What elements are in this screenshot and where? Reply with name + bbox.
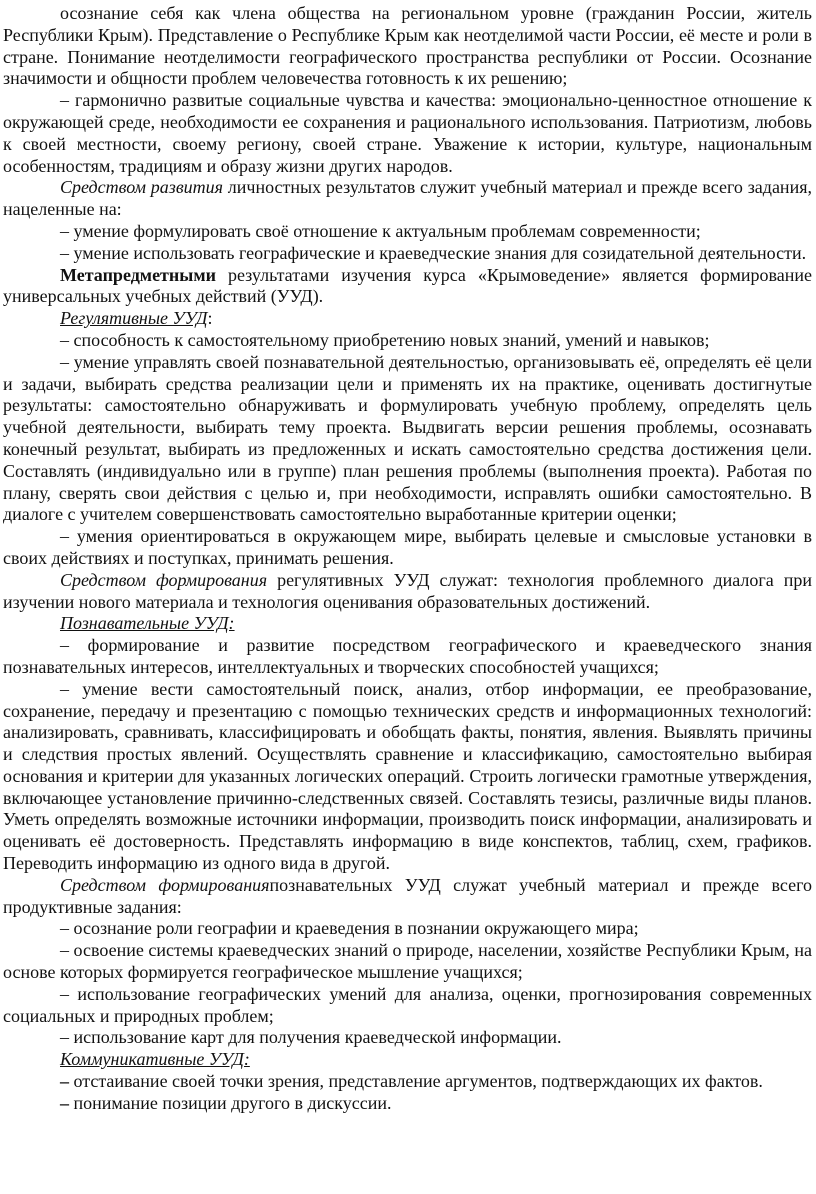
paragraph bbox=[3, 265, 812, 309]
text-run: – умение формулировать своё отношение к актуальным проблемам современности; bbox=[60, 220, 701, 241]
paragraph bbox=[3, 1027, 812, 1049]
paragraph bbox=[3, 3, 812, 90]
text-run: познавательных УУД служат учебный материал и прежде всего продуктивные задания: bbox=[3, 874, 813, 917]
paragraph bbox=[3, 90, 812, 177]
emphasis-text: Средством формирования bbox=[60, 874, 270, 895]
text-run: – умение управлять своей познавательной деятельностью, организовывать её, определять её цели и задачи, выбирать средства реализации цели и применять их на практике, оценивать достигнутые результаты: самостоятельно обнаруживать и формулировать учебную проблему, определять цель учебной деятельности, выбирать тему проекта. Выдвигать версии решения проблемы, осознавать конечный результат, выбирать из предложенных и искать самостоятельно средства достижения цели. Составлять (индивидуально или в группе) план решения проблемы (выполнения проекта). Работая по плану, сверять свои действия с целью и, при необходимости, исправлять ошибки самостоятельно. В диалоге с учителем совершенствовать самостоятельно выработанные критерии оценки; bbox=[3, 351, 812, 525]
paragraph bbox=[3, 352, 812, 526]
text-run: осознание себя как члена общества на региональном уровне (гражданин России, житель Республики Крым). Представление о Республике Крым как неотделимой части России, её месте и роли в стране. Понимание неотделимости географического пространства республики от России. Осознание значимости и общности проблем человечества готовность к их решению; bbox=[3, 3, 812, 89]
paragraph bbox=[3, 875, 812, 919]
emphasis-text: Метапредметными bbox=[60, 264, 216, 285]
paragraph bbox=[3, 613, 812, 635]
text-run: – освоение системы краеведческих знаний о природе, населении, хозяйстве Республики Крым, на основе которых формируется географическое мышление учащихся; bbox=[3, 940, 812, 983]
paragraph bbox=[3, 940, 812, 984]
text-run: – гармонично развитые социальные чувства и качества: эмоционально-ценностное отношение к окружающей среде, необходимости ее сохранения и рационального использования. Патриотизм, любовь к своей местности, своему региону, своей стране. Уважение к истории, культуре, национальным особенностям, традициям и образу жизни других народов. bbox=[3, 90, 812, 176]
emphasis-text: – bbox=[60, 1092, 74, 1113]
paragraph bbox=[3, 1093, 812, 1115]
paragraph bbox=[3, 243, 812, 265]
paragraph bbox=[3, 984, 812, 1028]
text-run: – использование карт для получения краеведческой информации. bbox=[60, 1027, 562, 1048]
text-run: понимание позиции другого в дискуссии. bbox=[73, 1092, 392, 1113]
paragraph bbox=[3, 221, 812, 243]
text-run: : bbox=[207, 308, 213, 329]
text-run: – способность к самостоятельному приобретению новых знаний, умений и навыков; bbox=[60, 329, 710, 350]
emphasis-text: Коммуникативные УУД: bbox=[60, 1049, 250, 1070]
paragraph bbox=[3, 1049, 812, 1071]
emphasis-text: Средством формирования bbox=[60, 569, 268, 590]
paragraph bbox=[3, 635, 812, 679]
paragraph bbox=[3, 526, 812, 570]
text-run: отстаивание своей точки зрения, представление аргументов, подтверждающих их фактов. bbox=[73, 1071, 763, 1092]
emphasis-text: Средством развития bbox=[60, 177, 223, 198]
paragraph bbox=[3, 570, 812, 614]
emphasis-text: Регулятивные УУД bbox=[60, 308, 208, 329]
text-run: – осознание роли географии и краеведения в познании окружающего мира; bbox=[60, 918, 639, 939]
paragraph bbox=[3, 308, 812, 330]
paragraph bbox=[3, 679, 812, 875]
text-run: – формирование и развитие посредством географического и краеведческого знания познавательных интересов, интеллектуальных и творческих способностей учащихся; bbox=[3, 635, 812, 677]
text-run: регулятивных УУД служат: технология проблемного диалога при изучении нового материала и технология оценивания образовательных достижений. bbox=[3, 569, 813, 612]
text-run: личностных результатов служит учебный материал и прежде всего задания, нацеленные на: bbox=[3, 177, 812, 220]
paragraph bbox=[3, 177, 812, 221]
emphasis-text: Познавательные УУД: bbox=[60, 613, 235, 634]
emphasis-text: – bbox=[60, 1071, 74, 1092]
paragraph bbox=[3, 1071, 812, 1093]
text-run: – умения ориентироваться в окружающем мире, выбирать целевые и смысловые установки в своих действиях и поступках, принимать решения. bbox=[3, 526, 812, 568]
text-run: – умение использовать географические и краеведческие знания для созидательной деятельности. bbox=[60, 242, 807, 263]
paragraph bbox=[3, 330, 812, 352]
text-run: результатами изучения курса «Крымоведение» является формирование универсальных учебных действий (УУД). bbox=[3, 264, 812, 307]
text-run: – умение вести самостоятельный поиск, анализ, отбор информации, ее преобразование, сохранение, передачу и презентацию с помощью технических средств и информационных технологий: анализировать, сравнивать, классифицировать и обобщать факты, понятия, явления. Выявлять причины и следствия простых явлений. Осуществлять сравнение и классификацию, самостоятельно выбирая основания и критерии для указанных логических операций. Строить логически грамотные утверждения, включающее установление причинно-следственных связей. Составлять тезисы, различные виды планов. Уметь определять возможные источники информации, производить поиск информации, анализировать и оценивать её достоверность. Представлять информацию в виде конспектов, таблиц, схем, графиков. Переводить информацию из одного вида в другой. bbox=[3, 678, 812, 874]
paragraph bbox=[3, 918, 812, 940]
text-run: – использование географических умений для анализа, оценки, прогнозирования современных социальных и природных проблем; bbox=[3, 983, 812, 1026]
